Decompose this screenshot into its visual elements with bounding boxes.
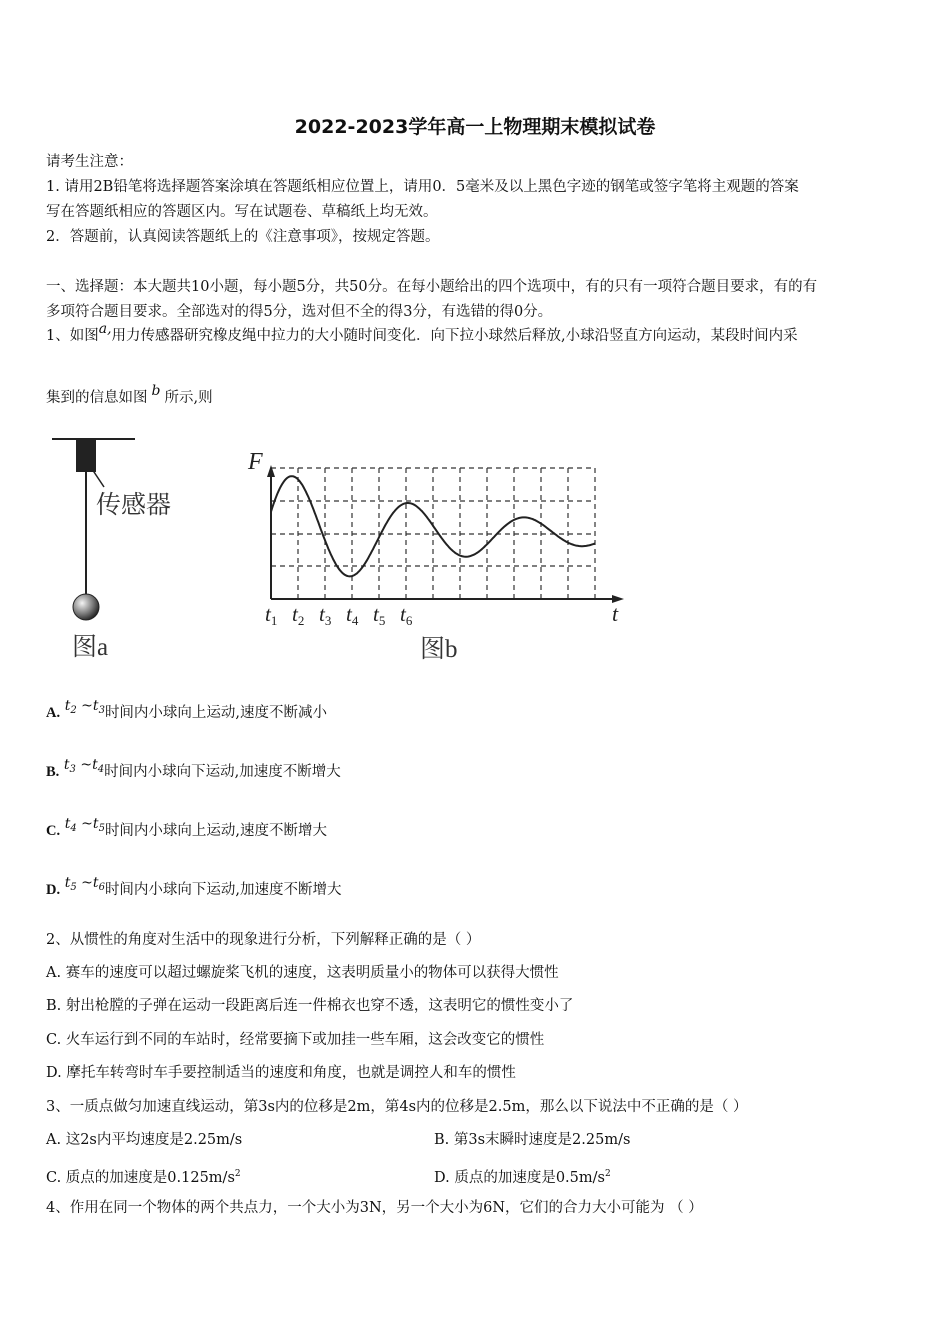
tick-label-t1: t1	[265, 602, 278, 628]
sensor-pointer	[92, 469, 104, 487]
q4-stem: 4、作用在同一个物体的两个共点力，一个大小为3N，另一个大小为6N，它们的合力大小可能为 （ ）	[46, 1200, 703, 1216]
q1-option-b[interactable]: B. $t_3$ $\sim t_4$时间内小球向下运动,加速度不断增大	[46, 757, 341, 780]
q3-option-b[interactable]: B. 第3s末瞬时速度是2.25m/s	[434, 1132, 631, 1148]
q1-prefix: 1、如图	[46, 328, 99, 344]
option-label: A.	[46, 705, 61, 721]
section-intro-2: 多项符合题目要求。全部选对的得5分，选对但不全的得3分，有选错的得0分。	[46, 304, 553, 320]
q3-option-d-text: D. 质点的加速度是0.5m/s	[434, 1169, 605, 1186]
option-text: 时间内小球向上运动,速度不断增大	[104, 823, 328, 839]
section-intro-1: 一、选择题：本大题共10小题，每小题5分，共50分。在每小题给出的四个选项中，有的只有一项符合题目要求，有的有	[46, 279, 818, 295]
notice-item-2: 2．答题前，认真阅读答题纸上的《注意事项》，按规定答题。	[46, 229, 440, 245]
figure-a	[52, 439, 171, 661]
q1-text1: 用力传感器研究橡皮绳中拉力的大小随时间变化．向下拉小球然后释放,小球沿竖直方向运动，某段时间内采	[111, 328, 798, 344]
q2-stem: 2、从惯性的角度对生活中的现象进行分析，下列解释正确的是（ ）	[46, 932, 481, 948]
q3-option-c-sup: 2	[234, 1169, 241, 1179]
option-label: B.	[46, 764, 60, 780]
y-axis-arrow	[267, 465, 275, 477]
q3-option-c[interactable]	[46, 1164, 241, 1188]
q2-option-c[interactable]: C. 火车运行到不同的车站时，经常要摘下或加挂一些车厢，这会改变它的惯性	[46, 1032, 545, 1048]
x-axis-label: t	[612, 601, 619, 626]
sensor-label: 传感器	[96, 492, 172, 519]
q1-option-d[interactable]: D. $t_5$ $\sim t_6$时间内小球向下运动,加速度不断增大	[46, 875, 342, 898]
option-text: 时间内小球向上运动,速度不断减小	[104, 705, 328, 721]
q1-option-c[interactable]: C. $t_4$ $\sim t_5$时间内小球向上运动,速度不断增大	[46, 816, 328, 839]
q3-option-c-text: C. 质点的加速度是0.125m/s	[46, 1169, 235, 1186]
q1-var-a: a,	[98, 321, 112, 337]
notice-item-1a: 1. 请用2B铅笔将选择题答案涂填在答题纸相应位置上，请用0．5毫米及以上黑色字迹的钢笔或签字笔将主观题的答案	[46, 179, 799, 195]
option-label: D.	[46, 882, 61, 898]
option-label: C.	[46, 823, 61, 839]
q3-stem: 3、一质点做匀加速直线运动，第3s内的位移是2m，第4s内的位移是2.5m，那么以下说法中不正确的是（ ）	[46, 1099, 748, 1115]
page-title: 2022-2023学年高一上物理期末模拟试卷	[294, 116, 656, 138]
tick-label-t6: t6	[400, 602, 413, 628]
tick-label-t4: t4	[346, 602, 359, 628]
q2-option-a[interactable]: A. 赛车的速度可以超过螺旋桨飞机的速度，这表明质量小的物体可以获得大惯性	[46, 965, 559, 981]
q3-option-a[interactable]: A. 这2s内平均速度是2.25m/s	[46, 1132, 243, 1148]
time-from: $t_5$	[64, 875, 77, 893]
time-from: $t_4$	[64, 816, 77, 834]
tick-label-t3: t3	[319, 602, 332, 628]
q1-stem-line2	[46, 383, 213, 408]
figure-a-caption: 图a	[72, 634, 109, 661]
notice-heading: 请考生注意：	[46, 154, 133, 170]
sensor-block	[76, 439, 96, 472]
grid	[271, 468, 595, 599]
time-to: $t_6$	[92, 875, 105, 893]
option-text: 时间内小球向下运动,加速度不断增大	[104, 882, 342, 898]
y-axis-label: F	[248, 449, 263, 475]
time-to: $t_3$	[92, 698, 105, 716]
time-to: $t_5$	[92, 816, 105, 834]
figure-b-caption: 图b	[420, 636, 458, 663]
time-from: $t_2$	[64, 698, 77, 716]
ball	[73, 594, 99, 620]
q1-text2: 集到的信息如图	[46, 390, 148, 406]
tick-label-t2: t2	[292, 602, 305, 628]
q1-text3: 所示,则	[164, 390, 213, 406]
q1-option-a[interactable]: A. $t_2$ $\sim t_3$时间内小球向上运动,速度不断减小	[46, 698, 328, 721]
figure-b	[247, 449, 624, 663]
q2-option-b[interactable]: B. 射出枪膛的子弹在运动一段距离后连一件棉衣也穿不透，这表明它的惯性变小了	[46, 998, 574, 1014]
q1-figures	[40, 425, 640, 675]
tick-label-t5: t5	[373, 602, 386, 628]
q2-option-d[interactable]: D. 摩托车转弯时车手要控制适当的速度和角度，也就是调控人和车的惯性	[46, 1065, 516, 1081]
q3-option-d-sup: 2	[604, 1169, 611, 1179]
q3-option-d[interactable]	[434, 1164, 611, 1188]
option-text: 时间内小球向下运动,加速度不断增大	[104, 764, 341, 780]
time-from: $t_3$	[63, 757, 76, 775]
q1-var-b: b	[151, 383, 161, 399]
time-to: $t_4$	[92, 757, 105, 775]
notice-item-1b: 写在答题纸相应的答题区内。写在试题卷、草稿纸上均无效。	[46, 204, 438, 220]
tick-labels	[265, 602, 413, 628]
q1-stem-line1	[46, 321, 798, 346]
